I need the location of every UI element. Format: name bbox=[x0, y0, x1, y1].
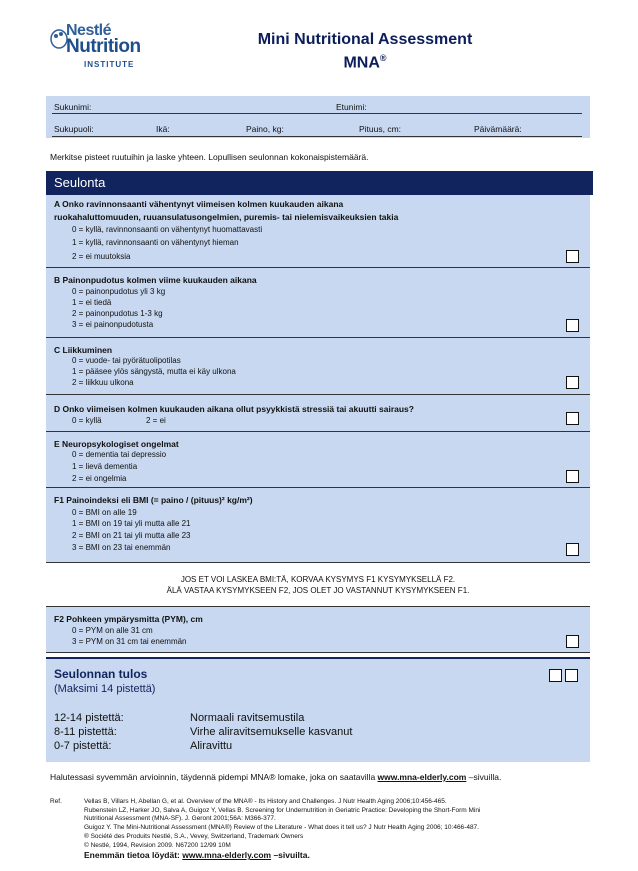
question-e bbox=[46, 432, 590, 488]
question-c-option2: 2 = liikkuu ulkona bbox=[72, 378, 134, 387]
question-f1-option1: 1 = BMI on 19 tai yli mutta alle 21 bbox=[72, 519, 191, 528]
question-f1-option2: 2 = BMI on 21 tai yli mutta alle 23 bbox=[72, 531, 191, 540]
bmi-note-line1: JOS ET VOI LASKEA BMI:TÄ, KORVAA KYSYMYS F1 KYSYMYKSELLÄ F2. bbox=[180, 575, 456, 584]
ref-more-link[interactable]: www.mna-elderly.com bbox=[182, 850, 272, 861]
question-f2-option3: 3 = PYM on 31 cm tai enemmän bbox=[72, 637, 187, 646]
question-b-title: B Painonpudotus kolmen viime kuukauden aikana bbox=[54, 275, 257, 285]
question-c bbox=[46, 338, 590, 395]
question-c-title: C Liikkuminen bbox=[54, 345, 113, 355]
question-c-option1: 1 = pääsee ylös sängystä, mutta ei käy ulkona bbox=[72, 367, 236, 376]
result-label-1: Normaali ravitsemustila bbox=[190, 712, 305, 724]
question-f2 bbox=[46, 606, 590, 653]
question-b bbox=[46, 268, 590, 338]
surname-label: Sukunimi: bbox=[54, 102, 92, 112]
ref-line-7 bbox=[84, 851, 594, 860]
question-f1-option3: 3 = BMI on 23 tai enemmän bbox=[72, 543, 171, 552]
question-a-title2: ruokahaluttomuuden, ruuansulatusongelmien, puremis- tai nielemisvaikeuksien takia bbox=[54, 212, 399, 222]
instruction-text: Merkitse pisteet ruutuihin ja laske yhteen. Lopullisen seulonnan kokonaispistemäärä. bbox=[50, 152, 369, 162]
question-d bbox=[46, 395, 590, 432]
question-a bbox=[46, 195, 590, 268]
surname-line[interactable] bbox=[52, 113, 582, 114]
question-a-option0: 0 = kyllä, ravinnonsaanti on vähentynyt huomattavasti bbox=[72, 225, 263, 234]
question-c-checkbox[interactable] bbox=[566, 376, 579, 389]
result-range-3: 0-7 pistettä: bbox=[54, 740, 112, 752]
result-subtitle: (Maksimi 14 pistettä) bbox=[54, 683, 156, 695]
footer-text: Halutessasi syvemmän arvioinnin, täydennä pidempi MNA® lomake, joka on saatavilla bbox=[50, 772, 376, 782]
question-f1-title: F1 Painoindeksi eli BMI (= paino / (pituus)² kg/m²) bbox=[54, 495, 253, 505]
question-d-checkbox[interactable] bbox=[566, 412, 579, 425]
ref-line-1: Vellas B, Villars H, Abellan G, et al. Overview of the MNA® - Its History and Challenges. J Nutr Health Aging 2006;10:456-465. bbox=[84, 798, 447, 805]
question-e-checkbox[interactable] bbox=[566, 470, 579, 483]
result-range-1: 12-14 pistettä: bbox=[54, 712, 124, 724]
question-a-option2: 2 = ei muutoksia bbox=[72, 252, 131, 261]
footer-link[interactable]: www.mna-elderly.com bbox=[377, 772, 467, 782]
gender-label: Sukupuoli: bbox=[54, 124, 94, 134]
question-b-checkbox[interactable] bbox=[566, 319, 579, 332]
result-checkbox-2[interactable] bbox=[565, 669, 578, 682]
question-f2-title: F2 Pohkeen ympärysmitta (PYM), cm bbox=[54, 614, 203, 624]
question-a-checkbox[interactable] bbox=[566, 250, 579, 263]
details-line[interactable] bbox=[52, 136, 582, 137]
footer-note bbox=[50, 772, 501, 782]
result-checkbox-1[interactable] bbox=[549, 669, 562, 682]
question-b-option2: 2 = painonpudotus 1-3 kg bbox=[72, 309, 163, 318]
title-reg: ® bbox=[379, 53, 387, 63]
ref-more-text: Enemmän tietoa löydät: bbox=[84, 850, 180, 861]
question-d-option0: 0 = kyllä bbox=[72, 416, 102, 425]
result-title: Seulonnan tulos bbox=[54, 667, 148, 681]
logo-name: Nutrition bbox=[66, 36, 141, 57]
question-c-option0: 0 = vuode- tai pyörätuolipotilas bbox=[72, 356, 181, 365]
question-b-option1: 1 = ei tiedä bbox=[72, 298, 112, 307]
logo-brand: Nestlé bbox=[66, 22, 112, 39]
page-title bbox=[235, 30, 495, 72]
section-title: Seulonta bbox=[54, 175, 106, 190]
question-a-option1: 1 = kyllä, ravinnonsaanti on vähentynyt hieman bbox=[72, 238, 239, 247]
age-label: Ikä: bbox=[156, 124, 170, 134]
ref-label: Ref. bbox=[50, 798, 62, 805]
question-f1 bbox=[46, 488, 590, 563]
bmi-note-line2: ÄLÄ VASTAA KYSYMYKSEEN F2, JOS OLET JO VASTANNUT KYSYMYKSEEN F1. bbox=[166, 586, 470, 595]
question-e-option0: 0 = dementia tai depressio bbox=[72, 450, 167, 459]
patient-info-box bbox=[46, 96, 590, 138]
question-f1-option0: 0 = BMI on alle 19 bbox=[72, 508, 137, 517]
height-label: Pituus, cm: bbox=[359, 124, 402, 134]
section-header bbox=[46, 171, 593, 195]
question-b-option3: 3 = ei painonpudotusta bbox=[72, 320, 154, 329]
bmi-note bbox=[46, 574, 590, 596]
result-range-2: 8-11 pistettä: bbox=[54, 726, 117, 738]
question-d-title: D Onko viimeisen kolmen kuukauden aikana ollut psyykkistä stressiä tai akuutti sairaus? bbox=[54, 404, 414, 414]
firstname-label: Etunimi: bbox=[336, 102, 367, 112]
nestle-logo bbox=[50, 22, 150, 74]
weight-label: Paino, kg: bbox=[246, 124, 284, 134]
date-label: Päivämäärä: bbox=[474, 124, 522, 134]
result-label-2: Virhe aliravitsemukselle kasvanut bbox=[190, 726, 353, 738]
question-b-option0: 0 = painonpudotus yli 3 kg bbox=[72, 287, 166, 296]
footer-tail: –sivuilla. bbox=[468, 772, 502, 782]
ref-line-2: Rubenstein LZ, Harker JO, Salva A, Guigoz Y, Vellas B. Screening for Undernutrition in Geriatric Practice: Developing the Short-Form Mini bbox=[84, 806, 481, 814]
title-mna: MNA bbox=[343, 54, 380, 72]
ref-line-3: Nutritional Assessment (MNA-SF). J. Geront 2001;56A: M366-377. bbox=[84, 815, 276, 823]
logo-sub: INSTITUTE bbox=[84, 60, 135, 69]
ref-line-5: ® Société des Produits Nestlé, S.A., Vevey, Switzerland, Trademark Owners bbox=[84, 832, 304, 840]
question-f1-checkbox[interactable] bbox=[566, 543, 579, 556]
ref-more-tail: –sivuilta. bbox=[273, 850, 310, 861]
question-f2-checkbox[interactable] bbox=[566, 635, 579, 648]
ref-body bbox=[84, 798, 594, 860]
question-e-option2: 2 = ei ongelmia bbox=[72, 474, 127, 483]
result-label-3: Aliravittu bbox=[190, 740, 233, 752]
question-f2-option0: 0 = PYM on alle 31 cm bbox=[72, 626, 153, 635]
question-d-option2: 2 = ei bbox=[146, 416, 166, 425]
screening-result bbox=[46, 657, 590, 762]
question-a-title1: A Onko ravinnonsaanti vähentynyt viimeisen kolmen kuukauden aikana bbox=[54, 199, 344, 209]
question-e-title: E Neuropsykologiset ongelmat bbox=[54, 439, 179, 449]
title-line2 bbox=[235, 49, 495, 72]
ref-line-6: © Nestlé, 1994, Revision 2009. N67200 12/99 10M bbox=[84, 841, 231, 849]
ref-line-4: Guigoz Y. The Mini-Nutritional Assessment (MNA®) Review of the Literature - What does it tell us? J Nutr Health Aging 2006; 10:466-487. bbox=[84, 824, 479, 832]
question-e-option1: 1 = lievä dementia bbox=[72, 462, 138, 471]
title-line1: Mini Nutritional Assessment bbox=[257, 31, 473, 48]
